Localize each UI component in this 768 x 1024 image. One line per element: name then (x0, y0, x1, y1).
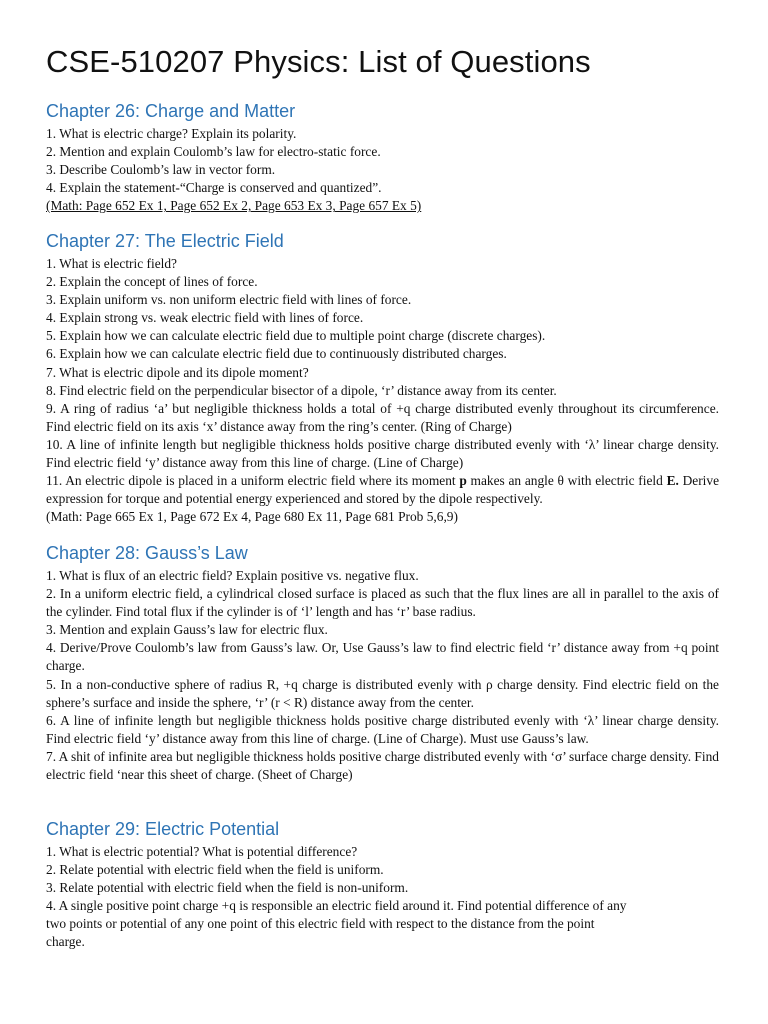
ch28-question-7: 7. A shit of infinite area but negligible thickness holds positive charge distributed evenly with ‘σ’ surface charge density. Find electric field ‘near this sheet of charge. (Sheet of Charge) (46, 748, 719, 783)
ch27-question-3: 3. Explain uniform vs. non uniform electric field with lines of force. (46, 292, 412, 308)
page-title: CSE-510207 Physics: List of Questions (46, 44, 591, 79)
ch29-q4-line-2: two points or potential of any one point of this electric field with respect to the distance from the point (46, 916, 595, 932)
chapter-29-section (46, 818, 719, 952)
chapter-27-heading: Chapter 27: The Electric Field (46, 231, 284, 251)
ch27-question-7: 7. What is electric dipole and its dipole moment? (46, 364, 309, 380)
ch28-question-2: 2. In a uniform electric field, a cylindrical closed surface is placed as such that the flux lines are all in parallel to the axis of the cylinder. Find total flux if the cylinder is of ‘l’ length and has ‘r’ base radius. (46, 586, 719, 620)
ch27-q11-text-c: Derive expression for torque and potential energy experienced and stored by the dipole respectively. (46, 473, 720, 507)
ch29-question-2: 2. Relate potential with electric field when the field is uniform. (46, 862, 384, 878)
ch26-question-3: 3. Describe Coulomb’s law in vector form. (46, 162, 276, 178)
ch27-question-10: 10. A line of infinite length but negligible thickness holds positive charge distributed evenly with ‘λ’ linear charge density. Find electric field ‘y’ distance away from this line of charge. (Line of Charge) (46, 436, 719, 471)
ch29-question-4 (46, 897, 719, 951)
ch27-q11-moment-symbol: p (459, 473, 467, 489)
ch26-question-1: 1. What is electric charge? Explain its polarity. (46, 126, 297, 141)
ch27-q11-field-symbol: E. (666, 473, 679, 489)
ch28-question-4: 4. Derive/Prove Coulomb’s law from Gauss’s law. Or, Use Gauss’s law to find electric field ‘r’ distance away from +q point charge. (46, 640, 719, 674)
ch29-q4-line-3: charge. (46, 934, 85, 950)
ch27-question-9: 9. A ring of radius ‘a’ but negligible thickness holds a total of +q charge distributed evenly throughout its circumference. Find electric field on its axis ‘x’ distance away from the ring’s center. (Ring of Charge) (46, 400, 719, 434)
ch26-math-references: (Math: Page 652 Ex 1, Page 652 Ex 2, Page 653 Ex 3, Page 657 Ex 5) (46, 198, 422, 214)
ch28-question-3: 3. Mention and explain Gauss’s law for electric flux. (46, 622, 328, 638)
ch27-question-1: 1. What is electric field? (46, 256, 177, 271)
chapter-29-heading: Chapter 29: Electric Potential (46, 819, 280, 839)
ch27-question-2: 2. Explain the concept of lines of force. (46, 274, 258, 290)
ch29-question-3: 3. Relate potential with electric field when the field is non-uniform. (46, 880, 409, 896)
chapter-26-section (46, 100, 719, 215)
ch27-question-11 (46, 472, 719, 508)
ch29-q4-line-1: 4. A single positive point charge +q is responsible an electric field around it. Find potential difference of any (46, 898, 627, 914)
ch27-question-8: 8. Find electric field on the perpendicular bisector of a dipole, ‘r’ distance away from its center. (46, 382, 557, 398)
ch26-question-2: 2. Mention and explain Coulomb’s law for electro-static force. (46, 144, 381, 160)
chapter-28-section (46, 542, 719, 784)
ch26-question-4: 4. Explain the statement-“Charge is conserved and quantized”. (46, 180, 382, 196)
ch27-q11-text-b: makes an angle θ with electric field (466, 473, 667, 489)
ch27-question-5: 5. Explain how we can calculate electric field due to multiple point charge (discrete charges). (46, 328, 546, 344)
chapter-27-section (46, 230, 719, 526)
ch27-question-6: 6. Explain how we can calculate electric field due to continuously distributed charges. (46, 346, 507, 362)
ch28-question-6: 6. A line of infinite length but negligible thickness holds positive charge distributed evenly with ‘λ’ linear charge density. Find electric field ‘y’ distance away from this line of charge. (Line of Charge). Must use Gauss’s law. (46, 712, 719, 746)
ch27-math-references: (Math: Page 665 Ex 1, Page 672 Ex 4, Page 680 Ex 11, Page 681 Prob 5,6,9) (46, 509, 458, 525)
ch29-question-1: 1. What is electric potential? What is potential difference? (46, 844, 358, 859)
ch27-question-4: 4. Explain strong vs. weak electric field with lines of force. (46, 310, 364, 326)
ch28-question-5: 5. In a non-conductive sphere of radius R, +q charge is distributed evenly with ρ charge density. Find electric field on the sphere’s surface and inside the sphere, ‘r’ (r < R) distance away from the center. (46, 676, 719, 710)
chapter-28-heading: Chapter 28: Gauss’s Law (46, 543, 248, 563)
chapter-26-heading: Chapter 26: Charge and Matter (46, 101, 296, 121)
ch28-question-1: 1. What is flux of an electric field? Explain positive vs. negative flux. (46, 568, 419, 583)
ch27-q11-text-a: 11. An electric dipole is placed in a uniform electric field where its moment (46, 473, 460, 489)
